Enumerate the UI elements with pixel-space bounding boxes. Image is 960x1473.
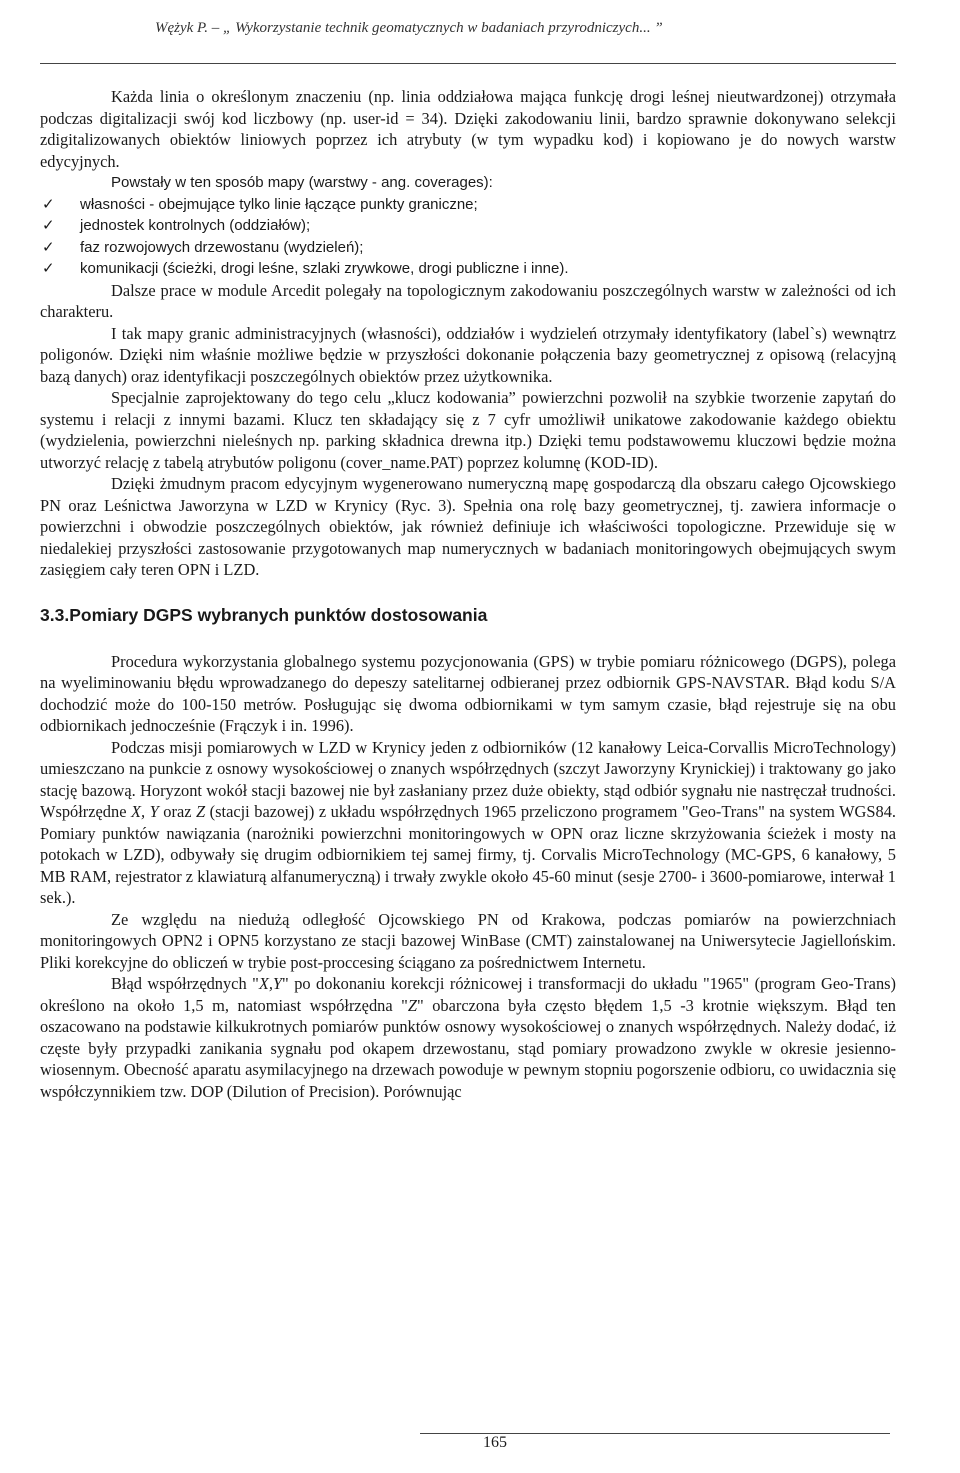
- paragraph-coverages-intro: Powstały w ten sposób mapy (warstwy - ang. coverages):: [111, 174, 493, 191]
- check-icon: ✓: [42, 260, 55, 277]
- check-icon: ✓: [42, 195, 55, 213]
- section-heading: [40, 604, 896, 626]
- paragraph-coordinate-error: Błąd współrzędnych "X,Y" po dokonaniu korekcji różnicowej i transformacji do układu "1965" (program Geo-Trans) określono na około 1,5 m, natomiast współrzędna "Z" obarczona była często błędem 1,5 -3 krotnie większym. Błąd ten oszacowano na podstawie kilkukrotnych pomiarów punktów osnowy wysokościowej o znanych współrzędnych. Należy dodać, iż częste były przypadki zanikania sygnału pod okapem drzewostanu, stąd pomiary prowadzono zwykle w okresie jesienno-wiosennym. Obecność aparatu asymilacyjnego na drzewach powoduje w pewnym stopniu pogorszenie odbioru, co uwidacznia się współczynnikiem tzw. DOP (Dilution of Precision). Porównując: [40, 974, 896, 1101]
- list-item: ✓ faz rozwojowych drzewostanu (wydzieleń);: [40, 237, 896, 259]
- coverages-list: [40, 194, 896, 280]
- page-number: 165: [483, 1434, 507, 1451]
- check-icon: ✓: [42, 238, 55, 256]
- list-item: ✓ komunikacji (ścieżki, drogi leśne, szlaki zrywkowe, drogi publiczne i inne).: [40, 258, 896, 280]
- check-icon: ✓: [42, 217, 55, 234]
- paragraph-coding-key: Specjalnie zaprojektowany do tego celu „klucz kodowania” powierzchni pozwolił na szybkie tworzenie zapytań do systemu i relacji z innymi bazami. Klucz ten składający się z 7 cyfr umożliwił unikatowe zakodowanie każdego obiektu (wydzielenia, powierzchni nieleśnych np. parking składnica drewna itp.) Dzięki temu podstawowemu kluczowi będzie można utworzyć relację z tabelą atrybutów poligonu (cover_name.PAT) poprzez kolumnę (KOD-ID).: [40, 388, 896, 472]
- paragraph-winbase: Ze względu na niedużą odległość Ojcowskiego PN od Krakowa, podczas pomiarów na powierzchniach monitoringowych OPN2 i OPN5 korzystano ze stacji bazowej WinBase (CMT) zainstalowanej na Uniwersytecie Jagiellońskim. Pliki korekcyjne do obliczeń w trybie post-proccesing ściągano za pośrednictwem Internetu.: [40, 909, 896, 972]
- list-item: ✓ jednostek kontrolnych (oddziałów);: [40, 215, 896, 237]
- paragraph-arcedit: Dalsze prace w module Arcedit polegały na topologicznym zakodowaniu poszczególnych warstw w zależności od ich charakteru.: [40, 280, 896, 321]
- paragraph-dgps-procedure: Procedura wykorzystania globalnego systemu pozycjonowania (GPS) w trybie pomiaru różnicowego (DGPS), polega na wyeliminowaniu błędu wprowadzanego do depeszy satelitarnej odbieranej przez odbiornik GPS-NAVSTAR. Błąd kodu S/A dochodzić może do 100-150 metrów. Posługując się dwoma odbiornikami w tym samym czasie, błąd rejestruje się na obu odbiornikach jednocześnie (Frączyk i in. 1996).: [40, 651, 896, 735]
- paragraph-labels: I tak mapy granic administracyjnych (własności), oddziałów i wydzieleń otrzymały identyfikatory (label`s) wewnątrz poligonów. Dzięki nim właśnie możliwe będzie w przyszłości dokonanie połączenia bazy geometrycznej z opisową (relacyjną bazą danych) oraz identyfikacji poszczególnych obiektów przez użytkownika.: [40, 323, 896, 386]
- section-title: Pomiary DGPS wybranych punktów dostosowania: [69, 604, 488, 625]
- page-content: [40, 86, 896, 1102]
- running-header: Wężyk P. – „ Wykorzystanie technik geomatycznych w badaniach przyrodniczych... ”: [155, 20, 663, 36]
- section-number: 3.3.: [40, 604, 70, 625]
- paragraph-numeric-map: Dzięki żmudnym pracom edycyjnym wygenerowano numeryczną mapę gospodarczą dla obszaru całego Ojcowskiego PN oraz Leśnictwa Jaworzyna w LZD w Krynicy (Ryc. 3). Spełnia ona rolę bazy geometrycznej, tj. zawiera informacje o powierzchni i obwodzie poszczególnych obiektów, jak również definiuje ich właściwości topologiczne. Przewiduje się w niedalekiej przyszłości zastosowanie przygotowanych map numerycznych w badaniach monitoringowych obejmujących swym zasięgiem cały teren OPN i LZD.: [40, 474, 896, 579]
- paragraph-measurement-missions: Podczas misji pomiarowych w LZD w Krynicy jeden z odbiorników (12 kanałowy Leica-Corvallis MicroTechnology) umieszczano na punkcie z osnowy wysokościowej o znanych współrzędnych (szczyt Jaworzyny Krynickiej) i traktowany go jako stację bazową. Horyzont wokół stacji bazowej nie był zasłaniany przez duże obiekty, stąd odbiór sygnału nie nastręczał trudności. Współrzędne X, Y oraz Z (stacji bazowej) z układu współrzędnych 1965 przeliczono programem "Geo-Trans" na system WGS84. Pomiary punktów nawiązania (narożniki powierzchni monitoringowych w OPN oraz liczne skrzyżowania ścieżek i mosty na potokach w LZD), odbywały się drugim odbiornikiem tej samej firmy, tj. Corvalis MicroTechnology (MC-GPS, 6 kanałowy, 5 MB RAM, rejestrator z klawiaturą alfanumeryczną) i trwały zwykle około 45-60 minut (sesje 2700- i 3600-pomiarowe, interwał 1 sek.).: [40, 737, 896, 907]
- list-item: ✓ własności - obejmujące tylko linie łączące punkty graniczne;: [40, 194, 896, 216]
- header-rule: [40, 63, 896, 64]
- paragraph-line-coding: Każda linia o określonym znaczeniu (np. linia oddziałowa mająca funkcję drogi leśnej nieutwardzonej) otrzymała podczas digitalizacji swój kod liczbowy (np. user-id = 34). Dzięki zakodowaniu linii, bardzo sprawnie dokonywano selekcji zdigitalizowanych obiektów liniowych poprzez ich atrybuty (w tym wypadku kod) i kopiowano je do nowych warstw edycyjnych.: [40, 87, 896, 171]
